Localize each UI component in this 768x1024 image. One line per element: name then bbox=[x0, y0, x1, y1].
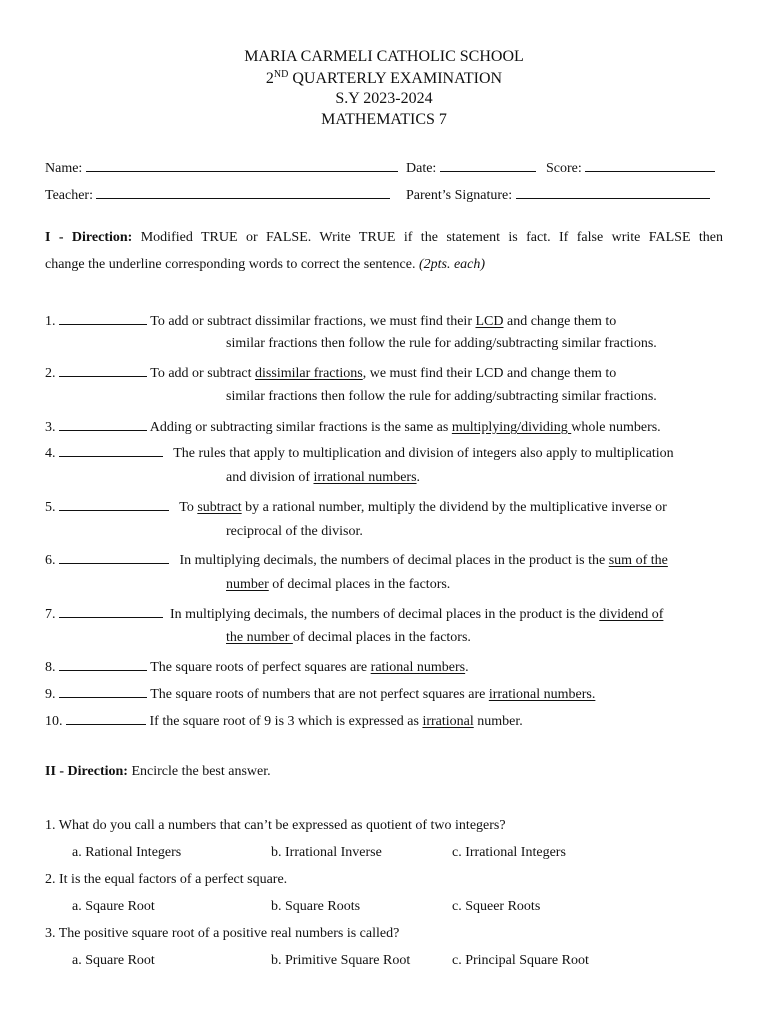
exam-title: 2ND QUARTERLY EXAMINATION bbox=[265, 69, 503, 87]
part1-direction: I - Direction: Modified TRUE or FALSE. Write TRUE if the statement is fact. If false write FALSE then bbox=[45, 230, 724, 245]
option-2c[interactable]: c. Squeer Roots bbox=[452, 899, 541, 914]
option-1a[interactable]: a. Rational Integers bbox=[72, 845, 182, 860]
score-field[interactable]: Score: bbox=[546, 158, 715, 177]
option-2b[interactable]: b. Square Roots bbox=[271, 899, 361, 914]
option-1c[interactable]: c. Irrational Integers bbox=[452, 845, 566, 860]
subject-title: MATHEMATICS 7 bbox=[321, 111, 447, 128]
teacher-field[interactable]: Teacher: bbox=[45, 185, 390, 204]
answer-blank[interactable] bbox=[59, 417, 147, 431]
item-4-cont: and division of irrational numbers. bbox=[226, 470, 421, 485]
item-3: 3. Adding or subtracting similar fractions is the same as multiplying/dividing whole numbers. bbox=[45, 417, 661, 436]
answer-blank[interactable] bbox=[59, 497, 169, 511]
item-5: 5. To subtract by a rational number, multiply the dividend by the multiplicative inverse or bbox=[45, 497, 667, 516]
option-3c[interactable]: c. Principal Square Root bbox=[452, 953, 589, 968]
part2-direction: II - Direction: Encircle the best answer. bbox=[45, 764, 271, 779]
part1-direction-cont: change the underline corresponding words to correct the sentence. (2pts. each) bbox=[45, 257, 486, 272]
answer-blank[interactable] bbox=[59, 684, 147, 698]
parent-signature-field[interactable]: Parent’s Signature: bbox=[406, 185, 710, 204]
item-10: 10. If the square root of 9 is 3 which is expressed as irrational number. bbox=[45, 711, 523, 730]
date-field[interactable]: Date: bbox=[406, 158, 536, 177]
answer-blank[interactable] bbox=[66, 711, 146, 725]
school-year: S.Y 2023-2024 bbox=[335, 90, 433, 107]
item-5-cont: reciprocal of the divisor. bbox=[226, 524, 363, 539]
answer-blank[interactable] bbox=[59, 363, 147, 377]
item-2: 2. To add or subtract dissimilar fractions, we must find their LCD and change them to bbox=[45, 363, 616, 382]
answer-blank[interactable] bbox=[59, 604, 163, 618]
answer-blank[interactable] bbox=[59, 550, 169, 564]
item-1: 1. To add or subtract dissimilar fractions, we must find their LCD and change them to bbox=[45, 311, 616, 330]
question-2: 2. It is the equal factors of a perfect square. bbox=[45, 872, 288, 887]
option-2a[interactable]: a. Sqaure Root bbox=[72, 899, 155, 914]
item-9: 9. The square roots of numbers that are not perfect squares are irrational numbers. bbox=[45, 684, 595, 703]
question-1: 1. What do you call a numbers that can’t be expressed as quotient of two integers? bbox=[45, 818, 506, 833]
school-name: MARIA CARMELI CATHOLIC SCHOOL bbox=[244, 48, 524, 65]
option-3a[interactable]: a. Square Root bbox=[72, 953, 155, 968]
item-8: 8. The square roots of perfect squares are rational numbers. bbox=[45, 657, 469, 676]
name-field[interactable]: Name: bbox=[45, 158, 398, 177]
answer-blank[interactable] bbox=[59, 657, 147, 671]
item-7-cont: the number of decimal places in the factors. bbox=[226, 630, 471, 645]
item-1-cont: similar fractions then follow the rule for adding/subtracting similar fractions. bbox=[226, 336, 657, 351]
item-7: 7. In multiplying decimals, the numbers of decimal places in the product is the dividend of bbox=[45, 604, 663, 623]
item-2-cont: similar fractions then follow the rule for adding/subtracting similar fractions. bbox=[226, 389, 657, 404]
option-3b[interactable]: b. Primitive Square Root bbox=[271, 953, 411, 968]
item-4: 4. The rules that apply to multiplication and division of integers also apply to multiplication bbox=[45, 443, 674, 462]
item-6: 6. In multiplying decimals, the numbers of decimal places in the product is the sum of the bbox=[45, 550, 668, 569]
item-6-cont: number of decimal places in the factors. bbox=[226, 577, 451, 592]
answer-blank[interactable] bbox=[59, 311, 147, 325]
answer-blank[interactable] bbox=[59, 443, 163, 457]
question-3: 3. The positive square root of a positive real numbers is called? bbox=[45, 926, 400, 941]
option-1b[interactable]: b. Irrational Inverse bbox=[271, 845, 382, 860]
